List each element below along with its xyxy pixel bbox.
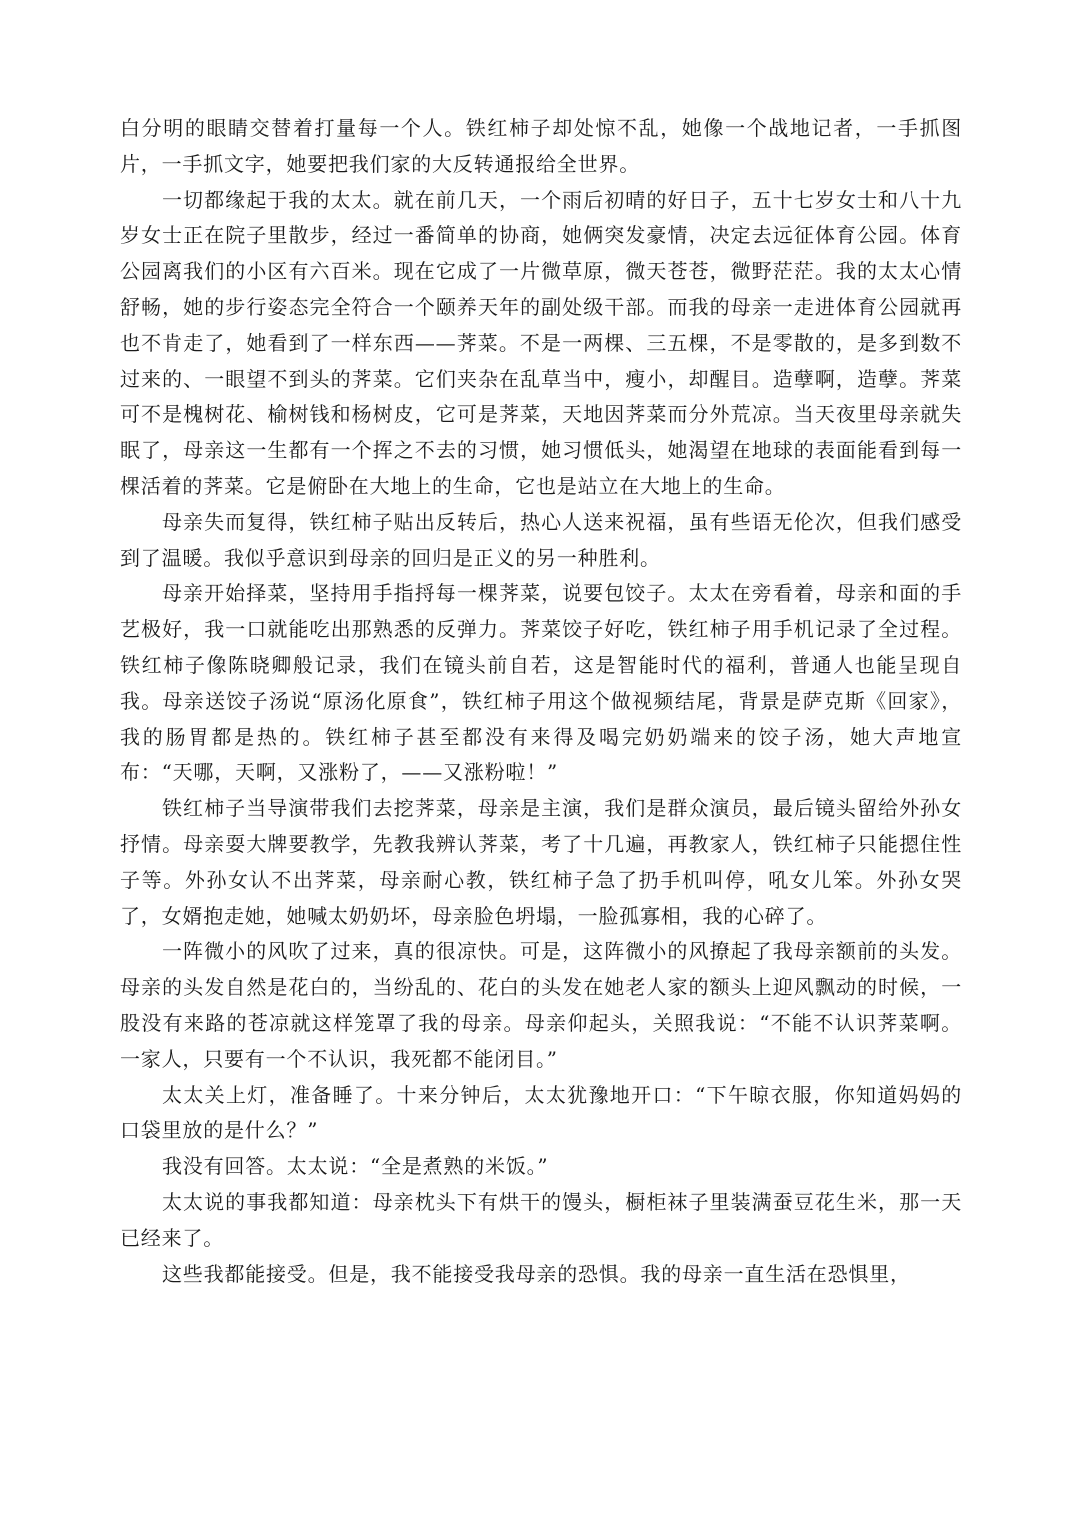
paragraph-5: 铁红柿子当导演带我们去挖荠菜，母亲是主演，我们是群众演员，最后镜头留给外孙女抒情。母亲耍大牌要教学，先教我辨认荠菜，考了十几遍，再教家人，铁红柿子只能摁住性子等。外孙女认不出荠菜，母亲耐心教，铁红柿子急了扔手机叫停，吼女儿笨。外孙女哭了，女婿抱走她，她喊太奶奶坏，母亲脸色坍塌，一脸孤寡相，我的心碎了。	[120, 796, 962, 928]
paragraph-3: 母亲失而复得，铁红柿子贴出反转后，热心人送来祝福，虽有些语无伦次，但我们感受到了温暖。我似乎意识到母亲的回归是正义的另一种胜利。	[120, 509, 962, 570]
paragraph-4: 母亲开始择菜，坚持用手指捋每一棵荠菜，说要包饺子。太太在旁看着，母亲和面的手艺极好，我一口就能吃出那熟悉的反弹力。荠菜饺子好吃，铁红柿子用手机记录了全过程。铁红柿子像陈晓卿般记录，我们在镜头前自若，这是智能时代的福利，普通人也能呈现自我。母亲送饺子汤说“原汤化原食”，铁红柿子用这个做视频结尾，背景是萨克斯《回家》，我的肠胃都是热的。铁红柿子甚至都没有来得及喝完奶奶端来的饺子汤，她大声地宣布：“天哪，天啊，又涨粉了，——又涨粉啦！”	[120, 581, 962, 785]
paragraph-7: 太太关上灯，准备睡了。十来分钟后，太太犹豫地开口：“下午晾衣服，你知道妈妈的口袋里放的是什么？”	[120, 1082, 962, 1143]
paragraph-1: 白分明的眼睛交替着打量每一个人。铁红柿子却处惊不乱，她像一个战地记者，一手抓图片，一手抓文字，她要把我们家的大反转通报给全世界。	[120, 116, 962, 176]
paragraph-9: 太太说的事我都知道：母亲枕头下有烘干的馒头，橱柜袜子里装满蚕豆花生米，那一天已经来了。	[120, 1189, 962, 1250]
paragraph-6: 一阵微小的风吹了过来，真的很凉快。可是，这阵微小的风撩起了我母亲额前的头发。母亲的头发自然是花白的，当纷乱的、花白的头发在她老人家的额头上迎风飘动的时候，一股没有来路的苍凉就这样笼罩了我的母亲。母亲仰起头，关照我说：“不能不认识荠菜啊。一家人，只要有一个不认识，我死都不能闭目。”	[120, 939, 962, 1071]
body-text	[120, 111, 962, 1292]
paragraph-2: 一切都缘起于我的太太。就在前几天，一个雨后初晴的好日子，五十七岁女士和八十九岁女士正在院子里散步，经过一番简单的协商，她俩突发豪情，决定去远征体育公园。体育公园离我们的小区有六百米。现在它成了一片微草原，微天苍苍，微野茫茫。我的太太心情舒畅，她的步行姿态完全符合一个颐养天年的副处级干部。而我的母亲一走进体育公园就再也不肯走了，她看到了一样东西——荠菜。不是一两棵、三五棵，不是零散的，是多到数不过来的、一眼望不到头的荠菜。它们夹杂在乱草当中，瘦小，却醒目。造孽啊，造孽。荠菜可不是槐树花、榆树钱和杨树皮，它可是荠菜，天地因荠菜而分外荒凉。当天夜里母亲就失眠了，母亲这一生都有一个挥之不去的习惯，她习惯低头，她渴望在地球的表面能看到每一棵活着的荠菜。它是俯卧在大地上的生命，它也是站立在大地上的生命。	[120, 187, 962, 498]
paragraph-8: 我没有回答。太太说：“全是煮熟的米饭。”	[162, 1154, 549, 1179]
paragraph-10: 这些我都能接受。但是，我不能接受我母亲的恐惧。我的母亲一直生活在恐惧里，	[162, 1261, 911, 1286]
